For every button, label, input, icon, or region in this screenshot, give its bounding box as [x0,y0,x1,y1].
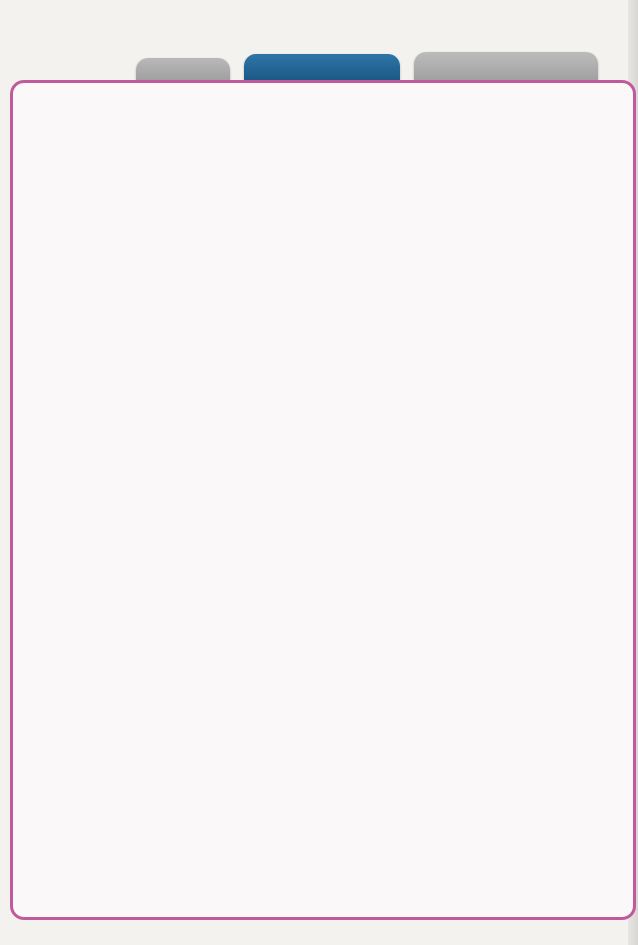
contents-panel [10,80,636,920]
